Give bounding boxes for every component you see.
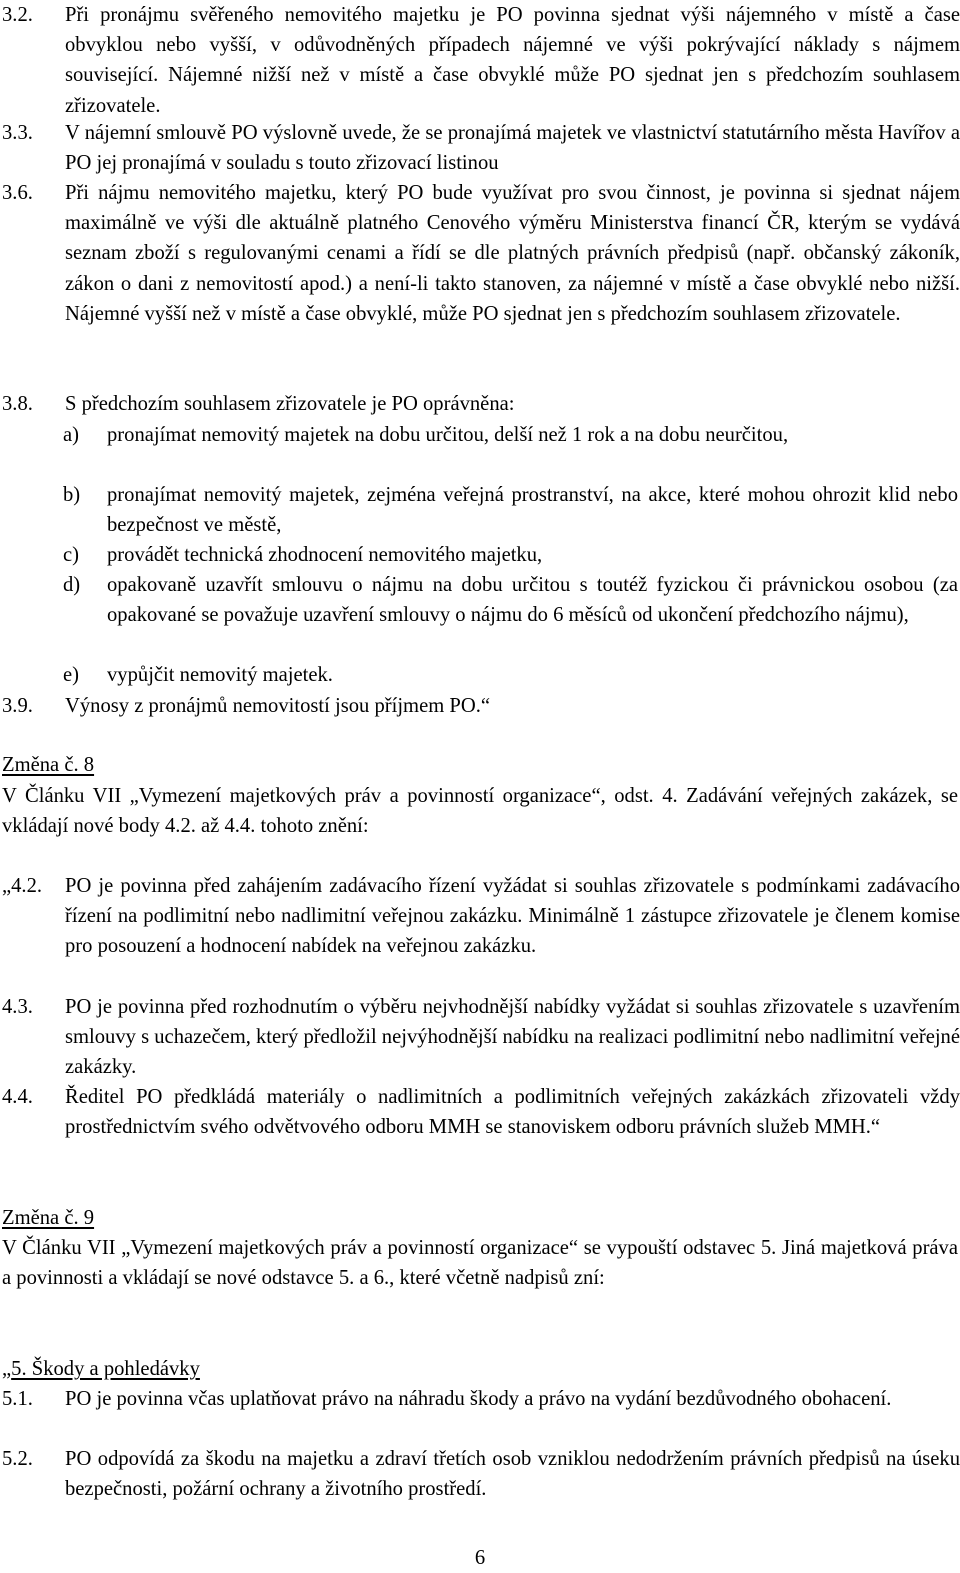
list-text: provádět technická zhodnocení nemovitého majetku, xyxy=(107,544,543,566)
list-label: b) xyxy=(63,484,81,506)
list-text: vypůjčit nemovitý majetek. xyxy=(107,664,333,686)
paragraph-text: Při pronájmu svěřeného nemovitého majetku je PO povinna sjednat výši nájemného v místě a čase obvyklou nebo vyšší, v odůvodněných případech nájemné ve výši pokrývající náklady s nájmem související. Nájemné nižší než v místě a čase obvyklé může PO sjednat jen s předchozím souhlasem zřizovatele. xyxy=(65,4,960,117)
list-label: c) xyxy=(63,544,79,566)
paragraph-number: 3.6. xyxy=(2,182,33,204)
list-text: pronajímat nemovitý majetek, zejména veřejná prostranství, na akce, které mohou ohrozit klid nebo bezpečnost ve městě, xyxy=(107,484,958,537)
list-label: a) xyxy=(63,424,79,446)
paragraph-number: 3.3. xyxy=(2,122,33,144)
paragraph-text: PO je povinna před rozhodnutím o výběru nejvhodnější nabídky vyžádat si souhlas zřizovatele s uzavřením smlouvy s uchazečem, který předložil nejvýhodnější nabídku na realizaci podlimitní nebo nadlimitní veřejné zakázky. xyxy=(65,996,960,1079)
paragraph-number: 5.2. xyxy=(2,1448,33,1470)
list-label: d) xyxy=(63,574,81,596)
paragraph-number: 3.2. xyxy=(2,4,33,26)
section-5-heading xyxy=(2,1354,958,1384)
change-9-text: V Článku VII „Vymezení majetkových práv a povinností organizace“ se vypouští odstavec 5. Jiná majetková práva a povinnosti a vkládají se nové odstavce 5. a 6., které včetně nadpisů zní: xyxy=(2,1237,958,1290)
paragraph-text: Výnosy z pronájmů nemovitostí jsou příjmem PO.“ xyxy=(65,695,490,717)
paragraph-number: 5.1. xyxy=(2,1388,33,1410)
list-text: opakovaně uzavřít smlouvu o nájmu na dobu určitou s toutéž fyzickou či právnickou osobou (za opakované se považuje uzavření smlouvy o nájmu do 6 měsíců od ukončení předchozího nájmu), xyxy=(107,574,958,627)
section-5-title: 5. Škody a pohledávky xyxy=(11,1358,200,1380)
paragraph-number: „4.2. xyxy=(2,875,43,897)
paragraph-text: S předchozím souhlasem zřizovatele je PO oprávněna: xyxy=(65,393,515,415)
opening-quote: „ xyxy=(2,1358,12,1380)
change-8-heading: Změna č. 8 xyxy=(2,754,95,776)
paragraph-text: V nájemní smlouvě PO výslovně uvede, že se pronajímá majetek ve vlastnictví statutárního města Havířov a PO jej pronajímá v souladu s touto zřizovací listinou xyxy=(65,122,960,175)
paragraph-number: 3.9. xyxy=(2,695,33,717)
paragraph-number: 3.8. xyxy=(2,393,33,415)
change-9-heading: Změna č. 9 xyxy=(2,1207,95,1229)
paragraph-text: PO je povinna před zahájením zadávacího řízení vyžádat si souhlas zřizovatele s podmínkami zadávacího řízení na podlimitní nebo nadlimitní veřejnou zakázku. Minimálně 1 zástupce zřizovatele je členem komise pro posouzení a hodnocení nabídek na veřejnou zakázku. xyxy=(65,875,960,958)
page-number: 6 xyxy=(474,1547,486,1569)
list-label: e) xyxy=(63,664,79,686)
paragraph-text: Ředitel PO předkládá materiály o nadlimitních a podlimitních veřejných zakázkách zřizovateli vždy prostřednictvím svého odvětvového odboru MMH se stanoviskem odboru právních služeb MMH.“ xyxy=(65,1086,960,1139)
paragraph-text: PO je povinna včas uplatňovat právo na náhradu škody a právo na vydání bezdůvodného obohacení. xyxy=(65,1388,892,1410)
paragraph-number: 4.3. xyxy=(2,996,33,1018)
paragraph-text: PO odpovídá za škodu na majetku a zdraví třetích osob vzniklou nedodržením právních předpisů na úseku bezpečnosti, požární ochrany a životního prostředí. xyxy=(65,1448,960,1501)
list-text: pronajímat nemovitý majetek na dobu určitou, delší než 1 rok a na dobu neurčitou, xyxy=(107,424,789,446)
change-8-text: V Článku VII „Vymezení majetkových práv a povinností organizace“, odst. 4. Zadávání veřejných zakázek, se vkládají nové body 4.2. až 4.4. tohoto znění: xyxy=(2,785,958,838)
paragraph-number: 4.4. xyxy=(2,1086,33,1108)
paragraph-text: Při nájmu nemovitého majetku, který PO bude využívat pro svou činnost, je povinna si sjednat nájem maximálně ve výši dle aktuálně platného Cenového výměru Ministerstva financí ČR, kterým se vydává seznam zboží s regulovanými cenami a řídí se dle platných právních předpisů (např. občanský zákoník, zákon o dani z nemovitostí apod.) a není-li takto stanoven, za nájemné v místě a čase obvyklé nebo nižší. Nájemné vyšší než v místě a čase obvyklé, může PO sjednat jen s předchozím souhlasem zřizovatele. xyxy=(65,182,960,325)
